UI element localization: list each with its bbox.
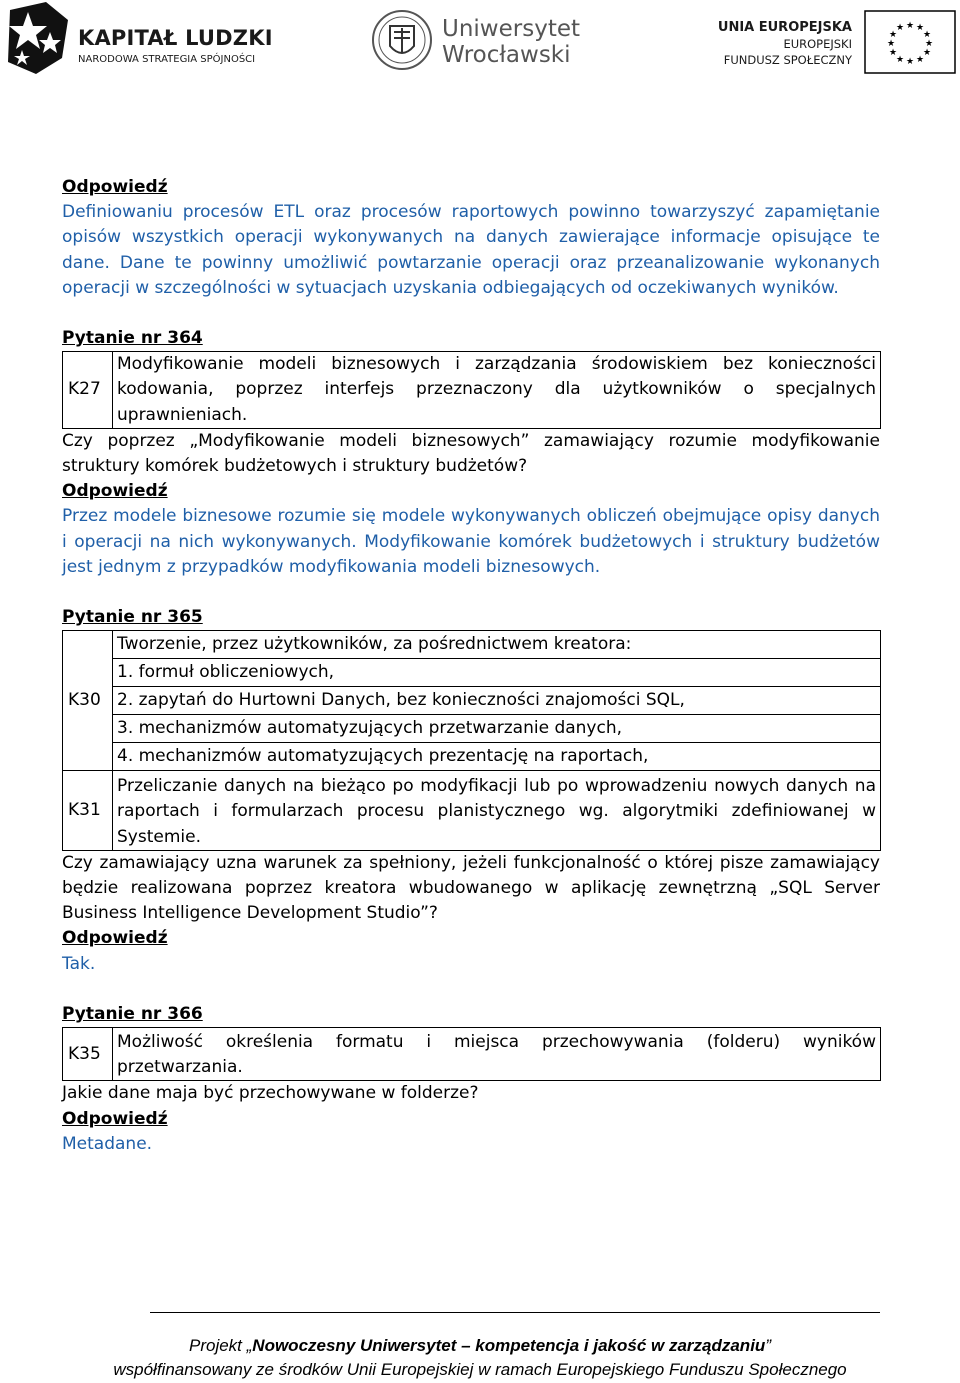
requirement-description: 3. mechanizmów automatyzujących przetwarzanie danych, <box>113 715 881 743</box>
table-row <box>63 715 881 743</box>
footer-project-name: Nowoczesny Uniwersytet – kompetencja i jakość w zarządzaniu <box>252 1336 766 1355</box>
spacer <box>62 301 880 326</box>
eu-logo <box>717 10 958 76</box>
table-row <box>63 1028 881 1081</box>
eu-text-line1: UNIA EUROPEJSKA <box>717 20 852 35</box>
svg-text:★: ★ <box>915 55 925 65</box>
eu-text <box>718 20 852 68</box>
requirement-description: 2. zapytań do Hurtowni Danych, bez konieczności znajomości SQL, <box>113 687 881 715</box>
table-row <box>63 631 881 659</box>
requirement-description: Modyfikowanie modeli biznesowych i zarządzania środowiskiem bez konieczności kodowania, poprzez interfejs przeznaczony dla użytkowników o specjalnych uprawnieniach. <box>113 352 881 429</box>
requirement-code: K30 <box>63 631 113 771</box>
kapital-ludzki-logo <box>6 2 276 74</box>
requirement-table-364 <box>62 351 881 429</box>
question-365-answer: Tak. <box>62 953 96 974</box>
eu-text-line3: FUNDUSZ SPOŁECZNY <box>723 53 852 67</box>
footer-project-line <box>0 1336 960 1356</box>
kapital-ludzki-title: KAPITAŁ LUDZKI <box>78 26 273 50</box>
table-row <box>63 743 881 771</box>
requirement-description: Możliwość określenia formatu i miejsca przechowywania (folderu) wyników przetwarzania. <box>113 1028 881 1081</box>
university-crest-icon <box>372 6 432 74</box>
svg-text:★: ★ <box>895 55 905 65</box>
question-364-text: Czy poprzez „Modyfikowanie modeli biznesowych” zamawiający rozumie modyfikowanie struktury komórek budżetowych i struktury budżetów? <box>62 430 880 477</box>
question-364-title: Pytanie nr 364 <box>62 328 203 349</box>
kapital-ludzki-subtitle: NARODOWA STRATEGIA SPÓJNOŚCI <box>78 54 256 65</box>
answer-label: Odpowiedź <box>62 928 168 949</box>
table-row <box>63 771 881 851</box>
footer-prefix: Projekt „ <box>189 1336 253 1355</box>
question-364-answer: Przez modele biznesowe rozumie się modele wykonywanych obliczeń obejmujące opisy danych i operacji na nich wykonywanych. Modyfikowanie komórek budżetowych i struktury budżetów jest jednym z przypadków modyfikowania modeli biznesowych. <box>62 506 880 577</box>
svg-text:★: ★ <box>888 30 898 40</box>
svg-text:★: ★ <box>924 39 934 49</box>
svg-text:★: ★ <box>922 48 932 58</box>
question-366-text: Jakie dane maja być przechowywane w folderze? <box>62 1083 479 1104</box>
university-name <box>442 16 580 68</box>
university-name-line2: Wrocławski <box>442 42 571 68</box>
answer-label: Odpowiedź <box>62 177 168 197</box>
requirement-table-365 <box>62 630 881 851</box>
svg-text:★: ★ <box>895 23 905 33</box>
question-366-answer: Metadane. <box>62 1133 153 1154</box>
question-366-title: Pytanie nr 366 <box>62 1003 203 1024</box>
svg-text:★: ★ <box>922 30 932 40</box>
document-body <box>62 175 880 1157</box>
spacer <box>62 977 880 1002</box>
requirement-code: K35 <box>63 1028 113 1081</box>
svg-text:★: ★ <box>888 48 898 58</box>
university-name-line1: Uniwersytet <box>442 16 580 42</box>
table-row <box>63 659 881 687</box>
requirement-description: 4. mechanizmów automatyzujących prezentację na raportach, <box>113 743 881 771</box>
svg-text:★: ★ <box>905 21 915 31</box>
footer-divider <box>150 1312 880 1313</box>
table-row <box>63 687 881 715</box>
requirement-code: K27 <box>63 352 113 429</box>
eu-flag-icon <box>864 10 956 74</box>
requirement-table-366 <box>62 1027 881 1081</box>
svg-text:★: ★ <box>886 39 896 49</box>
intro-answer-text: Definiowaniu procesów ETL oraz procesów raportowych powinno towarzyszyć zapamiętanie opisów wszystkich operacji wykonywanych na danych zawierające informacje opisujące te dane. Dane te powinny umożliwić powtarzanie operacji oraz przeanalizowanie wykonanych operacji w szczególności w sytuacjach uzyskania odbiegających od oczekiwanych wyników. <box>62 202 880 298</box>
question-365-title: Pytanie nr 365 <box>62 607 203 628</box>
spacer <box>62 580 880 605</box>
eu-text-line2: EUROPEJSKI <box>783 37 852 51</box>
requirement-description: Tworzenie, przez użytkowników, za pośrednictwem kreatora: <box>113 631 881 659</box>
table-row <box>63 352 881 429</box>
answer-label: Odpowiedź <box>62 1108 168 1129</box>
question-365-text: Czy zamawiający uzna warunek za spełniony, jeżeli funkcjonalność o której pisze zamawiający będzie realizowana poprzez kreatora wbudowanego w aplikację zewnętrzną „SQL Server Business Intelligence Development Studio”? <box>62 852 880 924</box>
university-logo <box>372 6 592 76</box>
requirement-description: 1. formuł obliczeniowych, <box>113 659 881 687</box>
requirement-description: Przeliczanie danych na bieżąco po modyfikacji lub po wprowadzeniu nowych danych na raportach i formularzach procesu planistycznego wg. algorytmiki zdefiniowanej w Systemie. <box>113 771 881 851</box>
page-header <box>0 0 960 84</box>
svg-text:★: ★ <box>905 57 915 67</box>
svg-text:★: ★ <box>915 23 925 33</box>
kapital-ludzki-star-icon <box>6 2 70 74</box>
footer-funding-line: współfinansowany ze środków Unii Europejskiej w ramach Europejskiego Funduszu Społecznego <box>113 1360 847 1379</box>
answer-label: Odpowiedź <box>62 481 168 502</box>
footer-suffix: ” <box>765 1336 771 1355</box>
requirement-code: K31 <box>63 771 113 851</box>
